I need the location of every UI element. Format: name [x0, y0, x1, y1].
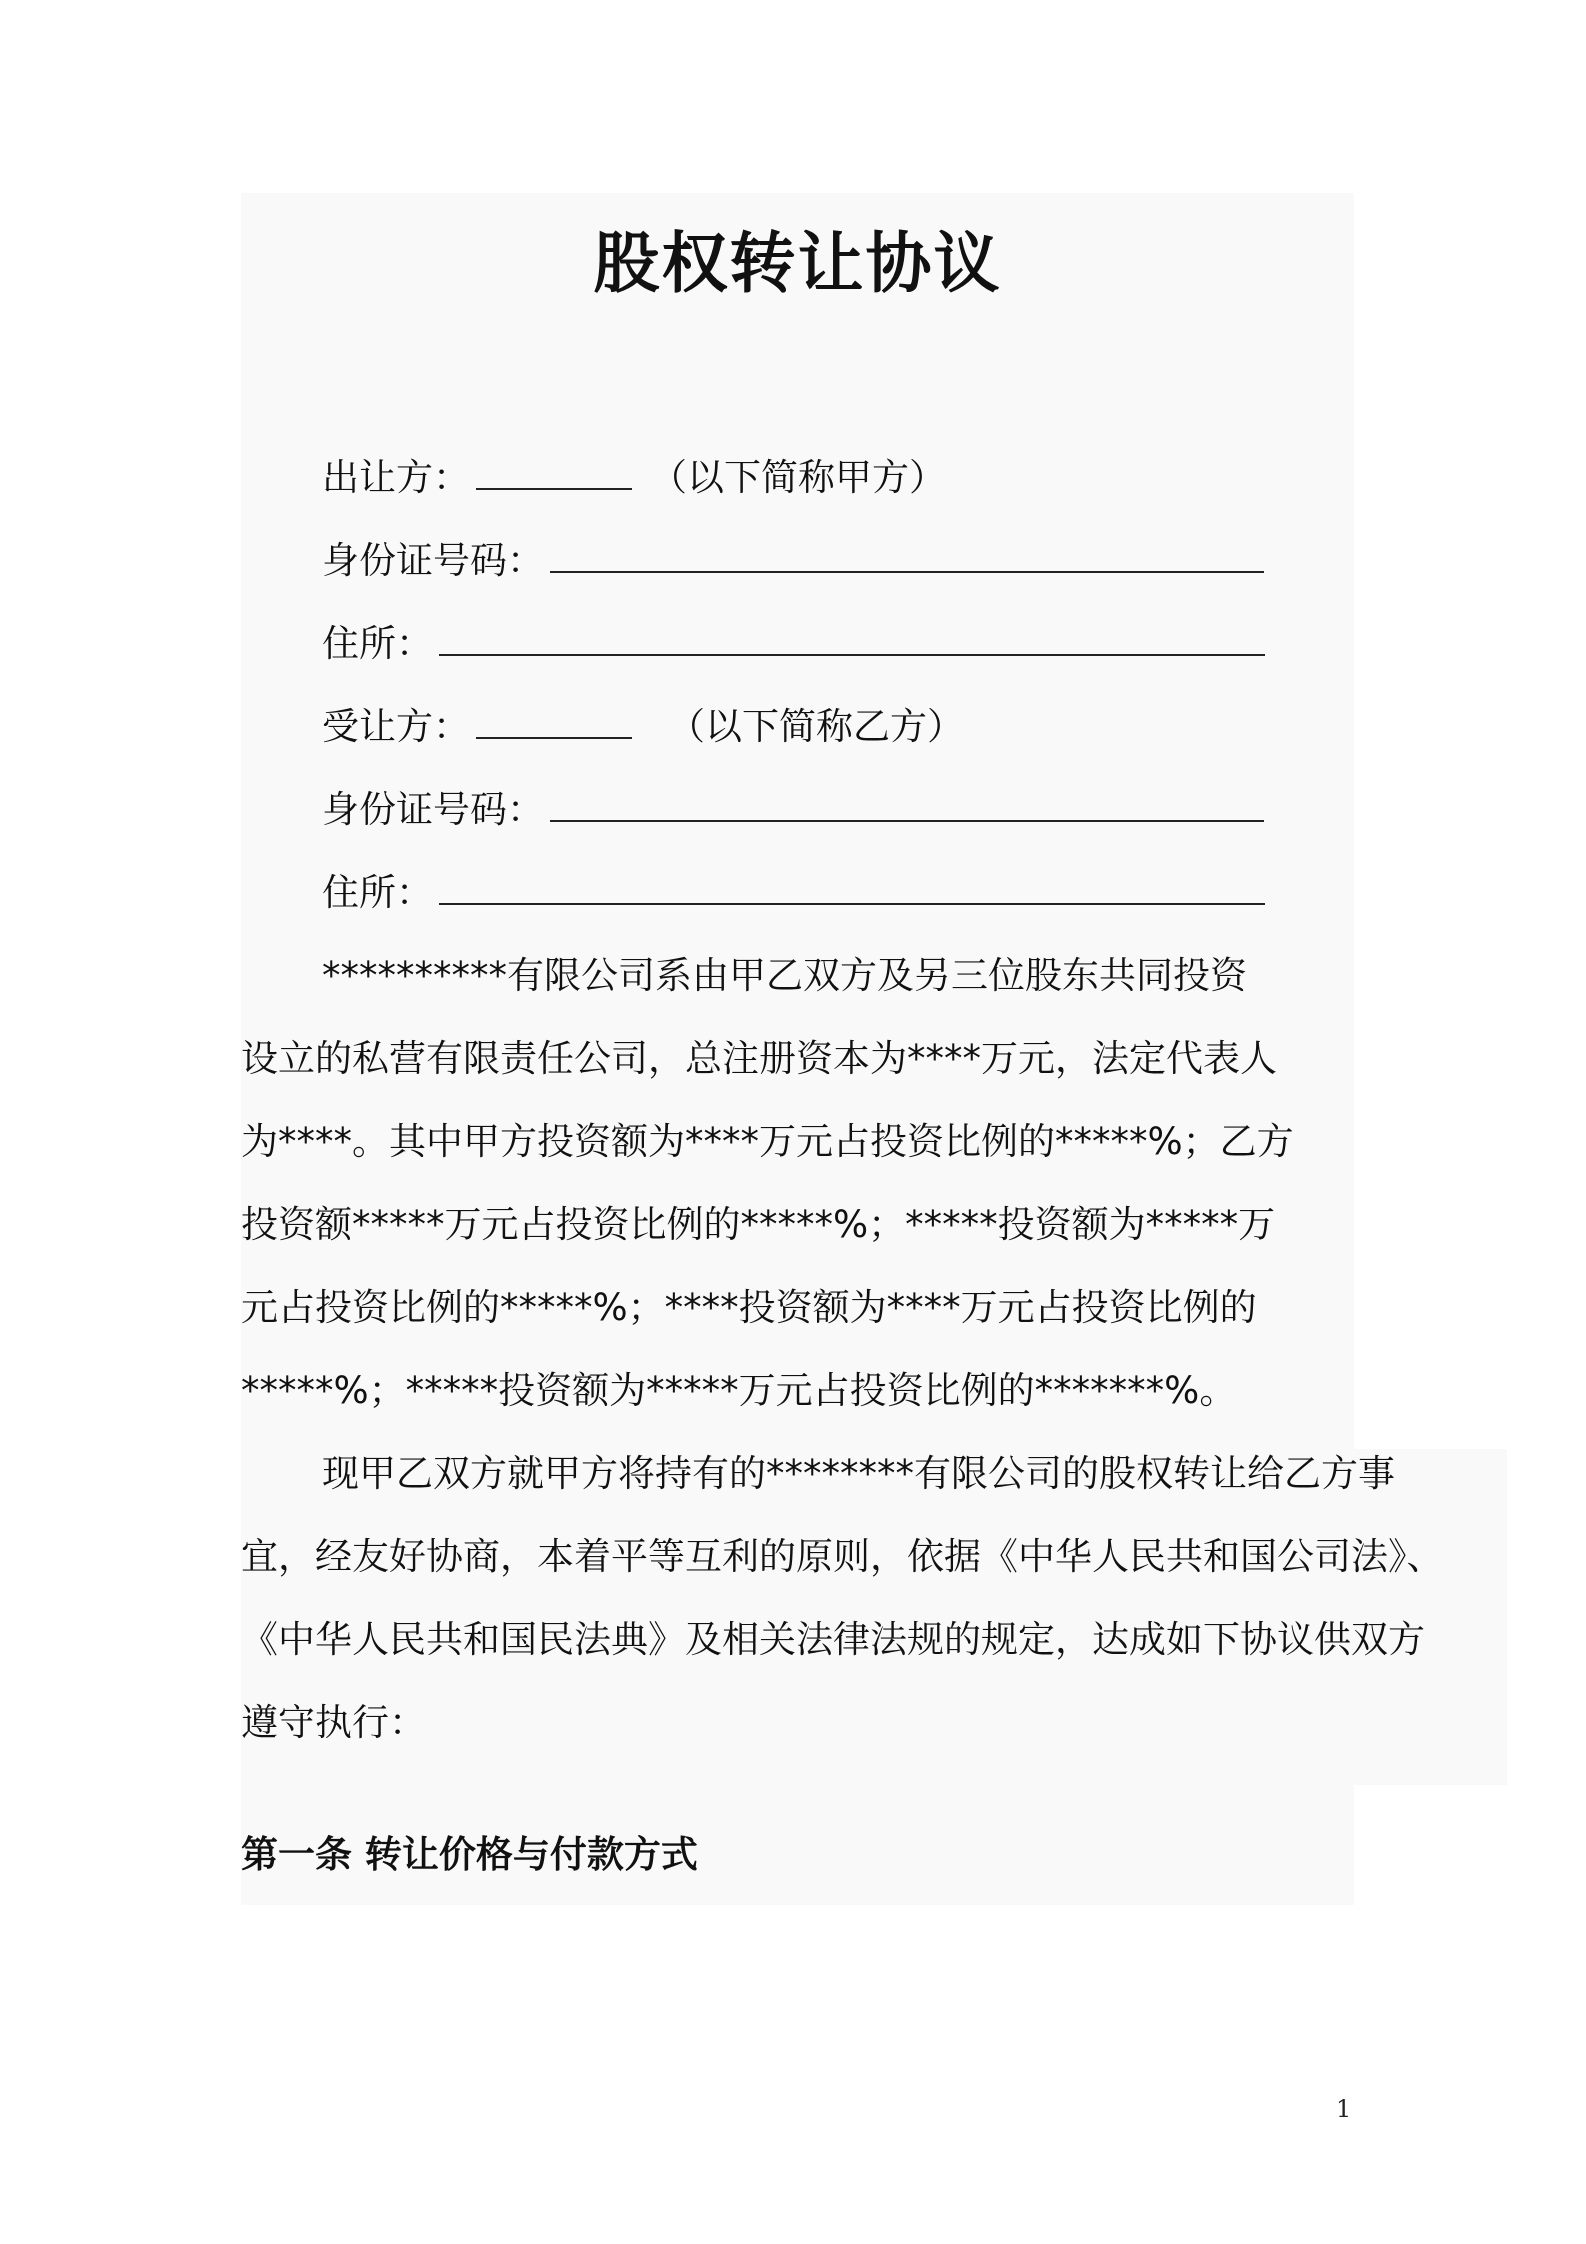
paragraph1-line: 为****。其中甲方投资额为****万元占投资比例的*****%；乙方	[241, 1120, 1294, 1163]
paragraph1-line: 投资额*****万元占投资比例的*****%；*****投资额为*****万	[241, 1203, 1276, 1246]
paragraph1-line: *****%；*****投资额为*****万元占投资比例的*******%。	[241, 1369, 1237, 1412]
paragraph2-line: 遵守执行：	[241, 1701, 426, 1744]
transferor-address-blank[interactable]	[439, 618, 1265, 656]
transferor-blank[interactable]	[476, 452, 632, 490]
transferor-field	[322, 452, 946, 504]
transferor-alias: （以下简称甲方）	[650, 456, 946, 499]
paragraph2-line: 宜，经友好协商，本着平等互利的原则，依据《中华人民共和国公司法》、	[241, 1535, 1444, 1578]
transferee-id-field	[322, 784, 1264, 836]
paragraph1-line: **********有限公司系由甲乙双方及另三位股东共同投资	[322, 954, 1247, 997]
transferee-alias: （以下简称乙方）	[668, 705, 964, 748]
transferee-label: 受让方：	[322, 705, 470, 748]
transferor-id-label: 身份证号码：	[322, 539, 544, 582]
transferee-field	[322, 701, 964, 753]
transferee-id-label: 身份证号码：	[322, 788, 544, 831]
transferee-blank[interactable]	[476, 701, 632, 739]
transferee-address-label: 住所：	[322, 871, 433, 914]
paragraph2-line: 《中华人民共和国民法典》及相关法律法规的规定，达成如下协议供双方	[241, 1618, 1425, 1661]
transferor-address-field	[322, 618, 1265, 670]
paragraph2-line: 现甲乙双方就甲方将持有的********有限公司的股权转让给乙方事	[322, 1452, 1395, 1495]
transferor-label: 出让方：	[322, 456, 470, 499]
section-heading-article-1: 第一条 转让价格与付款方式	[241, 1833, 698, 1876]
document-title: 股权转让协议	[593, 225, 1002, 302]
page-number: 1	[1336, 2095, 1352, 2123]
paragraph1-line: 元占投资比例的*****%；****投资额为****万元占投资比例的	[241, 1286, 1257, 1329]
paragraph1-line: 设立的私营有限责任公司，总注册资本为****万元，法定代表人	[241, 1037, 1277, 1080]
transferee-id-blank[interactable]	[550, 784, 1264, 822]
transferee-address-blank[interactable]	[439, 867, 1265, 905]
transferor-id-field	[322, 535, 1264, 587]
transferor-address-label: 住所：	[322, 622, 433, 665]
transferee-address-field	[322, 867, 1265, 919]
transferor-id-blank[interactable]	[550, 535, 1264, 573]
